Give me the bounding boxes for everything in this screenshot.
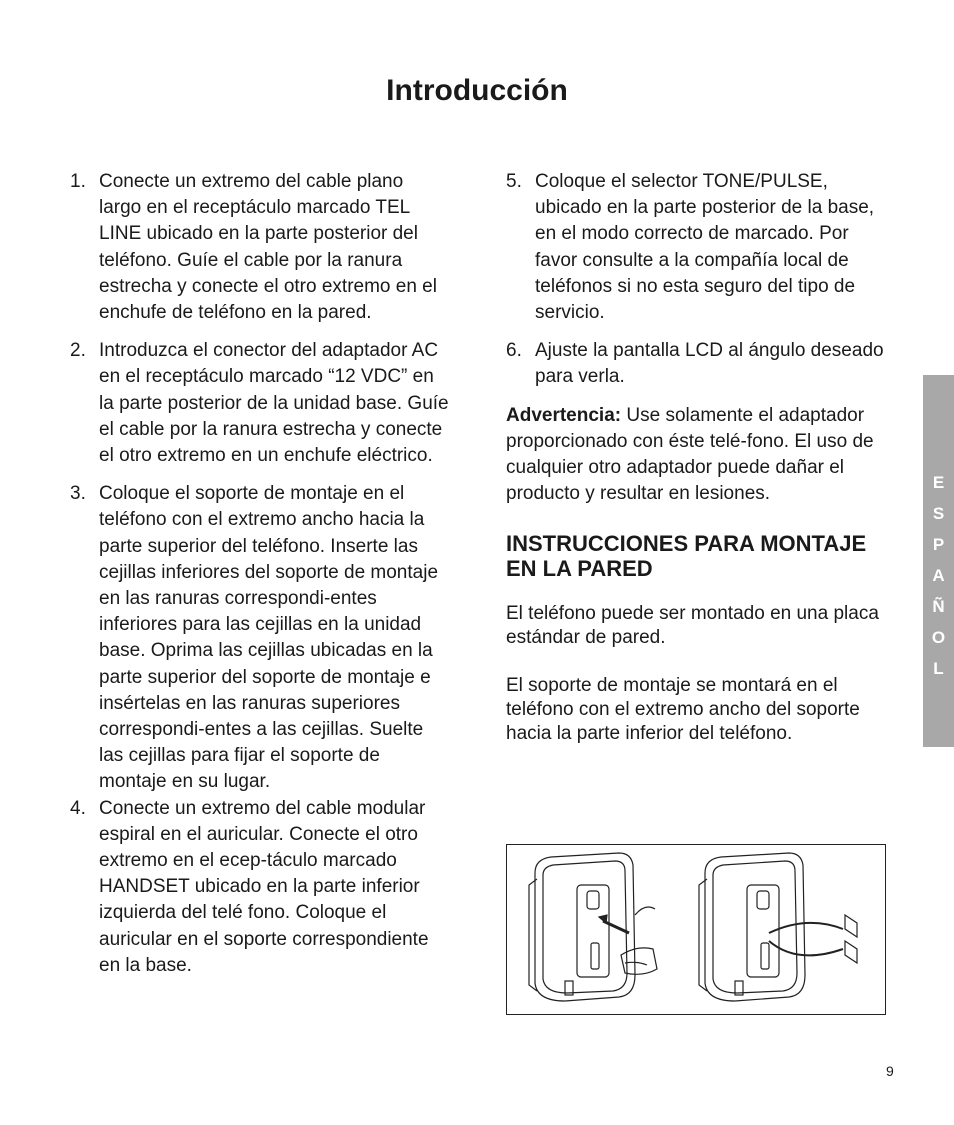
side-tab-letter: S <box>932 504 945 523</box>
list-item <box>70 169 450 326</box>
item-number: 1. <box>70 171 86 192</box>
right-column <box>506 169 891 746</box>
language-side-tab <box>923 375 954 747</box>
list-item <box>506 338 891 390</box>
left-column <box>70 169 450 991</box>
section-heading: INSTRUCCIONES PARA MONTAJE EN LA PARED <box>506 531 867 582</box>
page-title: Introducción <box>386 74 568 107</box>
item-number: 6. <box>506 340 522 362</box>
side-tab-letter: Ñ <box>932 597 945 616</box>
item-number: 2. <box>70 340 86 362</box>
list-item <box>70 481 450 795</box>
wall-mount-drawing <box>507 845 884 1013</box>
phone-rear-right <box>699 853 857 1001</box>
wall-mount-illustration <box>506 844 886 1015</box>
phone-rear-left <box>529 853 657 1001</box>
paragraph-bracket: El soporte de montaje se montará en el teléfono con el extremo ancho del soporte hacia la parte inferior del teléfono. <box>506 675 860 745</box>
item-number: 5. <box>506 171 522 192</box>
item-text: Coloque el soporte de montaje en el teléfono con el extremo ancho hacia la parte superior del teléfono. Inserte las cejillas inferiores del soporte de montaje en las ranuras correspondi-entes inferiores para las cejillas en la unidad base. Oprima las cejillas ubicadas en la parte superior del soporte de montaje e insértelas en las ranuras superiores correspondi-entes a las cejillas. Suelte las cejillas para fijar el soporte de montaje en su lugar. <box>99 483 439 793</box>
item-text: Coloque el selector TONE/PULSE, ubicado en la parte posterior de la base, en el modo correcto de marcado. Por favor consulte a la compañía local de teléfonos si no esta seguro del tipo de servicio. <box>535 171 875 324</box>
warning-label: Advertencia: <box>506 404 622 426</box>
side-tab-letter: A <box>932 566 945 585</box>
page-number: 9 <box>886 1063 894 1079</box>
side-tab-letter: E <box>932 473 945 492</box>
list-item <box>70 338 450 469</box>
item-text: Conecte un extremo del cable plano largo en el receptáculo marcado TEL LINE ubicado en la parte posterior del teléfono. Guíe el cable por la ranura estrecha y conecte el otro extremo en el enchufe de teléfono en la pared. <box>99 171 437 324</box>
item-text: Ajuste la pantalla LCD al ángulo deseado para verla. <box>535 340 884 388</box>
warning-text: Use solamente el adaptador proporcionado con éste telé-fono. El uso de cualquier otro adaptador puede dañar el producto y resultar en lesiones. <box>506 404 874 505</box>
side-tab-letter: O <box>931 628 946 647</box>
item-number: 4. <box>70 797 86 819</box>
paragraph-wall-plate: El teléfono puede ser montado en una placa estándar de pared. <box>506 603 879 649</box>
warning-note <box>506 403 891 508</box>
list-item <box>506 169 891 326</box>
instruction-list-right <box>506 169 891 391</box>
item-number: 3. <box>70 483 86 505</box>
item-text: Conecte un extremo del cable modular espiral en el auricular. Conecte el otro extremo en el ecep-táculo marcado HANDSET ubicado en la parte inferior izquierda del telé fono. Coloque el auricular en el soporte correspondiente en la base. <box>99 797 429 976</box>
side-tab-letter: L <box>933 659 944 678</box>
item-text: Introduzca el conector del adaptador AC en el receptáculo marcado “12 VDC” en la parte posterior de la unidad base. Guíe el cable por la ranura estrecha y conecte el otro extremo en un enchufe eléctrico. <box>99 340 449 467</box>
side-tab-letter: P <box>932 535 945 554</box>
list-item <box>70 796 450 979</box>
instruction-list-left <box>70 169 450 979</box>
